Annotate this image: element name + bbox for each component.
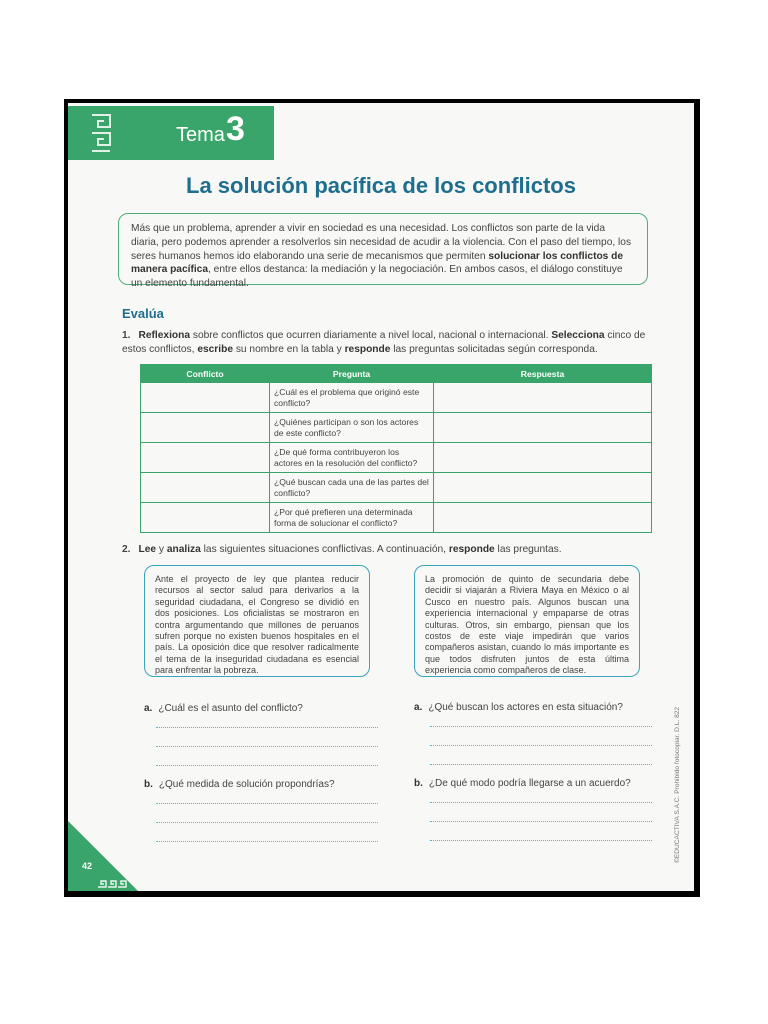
q1-verb-reflexiona: Reflexiona xyxy=(138,330,191,341)
q1-verb-escribe: escribe xyxy=(197,344,233,355)
greek-key-ornament-icon xyxy=(90,113,114,153)
intro-bold-text: solucionar los conflictos de manera pacífica xyxy=(131,250,624,276)
sub-question-left-a xyxy=(144,703,303,714)
conflict-cell[interactable] xyxy=(141,413,270,443)
answer-line[interactable] xyxy=(156,803,378,804)
answer-line[interactable] xyxy=(430,764,652,765)
q1-verb-responde: responde xyxy=(344,344,391,355)
tema-number: 3 xyxy=(226,110,245,148)
conflict-table xyxy=(140,364,652,533)
answer-line[interactable] xyxy=(430,726,652,727)
answer-line[interactable] xyxy=(156,822,378,823)
sub-question-letter: a. xyxy=(414,702,423,713)
table-header-row xyxy=(141,365,652,383)
sub-question-text: ¿Qué medida de solución propondrías? xyxy=(158,779,335,790)
question-1 xyxy=(122,329,662,357)
table-row xyxy=(141,473,652,503)
page-title: La solución pacífica de los conflictos xyxy=(186,173,576,198)
answer-cell[interactable] xyxy=(434,503,652,533)
answer-cell[interactable] xyxy=(434,473,652,503)
question-2 xyxy=(122,544,662,555)
header-respuesta: Respuesta xyxy=(434,365,652,383)
sub-question-text: ¿Cuál es el asunto del conflicto? xyxy=(158,703,303,714)
table-row xyxy=(141,413,652,443)
q2-text: las preguntas. xyxy=(494,544,562,555)
q1-text: sobre conflictos que ocurren diariamente a nivel local, nacional o internacional. xyxy=(190,330,552,341)
intro-box xyxy=(118,213,648,290)
q2-verb-analiza: analiza xyxy=(166,544,201,555)
intro-text: Más que un problema, aprender a vivir en sociedad es una necesidad. Los conflictos son parte de la vida diaria, pero podemos aprender a resolverlos sin necesidad de acudir a la violencia. Con el paso del tiempo, los seres humanos hemos ido elaborando una serie de mecanismos que permiten xyxy=(131,223,632,262)
evalua-heading: Evalúa xyxy=(122,306,164,321)
case-box-health-security: Ante el proyecto de ley que plantea reducir recursos al sector salud para derivarlos a la seguridad ciudadana, el Congreso se dividió en dos posiciones. Los oficialistas se mostraron en contra argumentando que millones de peruanos sufren porque no existen buenos hospitales en el país. La oposición dice que resolver radicalmente el tema de la inseguridad ciudadana es esencial para enfrentar la pobreza. xyxy=(144,565,370,677)
header-pregunta: Pregunta xyxy=(270,365,434,383)
sub-question-right-a xyxy=(414,702,623,713)
copyright-notice: ©EDUCACTIVA S.A.C. Prohibido fotocopiar. D.L. 822 xyxy=(674,706,681,863)
answer-line[interactable] xyxy=(430,745,652,746)
answer-cell[interactable] xyxy=(434,383,652,413)
page-number: 42 xyxy=(82,861,93,871)
q1-text: cinco de estos conflictos, xyxy=(122,330,646,355)
q1-verb-selecciona: Selecciona xyxy=(551,330,605,341)
q2-text: las siguientes situaciones conflictivas. A continuación, xyxy=(200,544,449,555)
tema-label: Tema xyxy=(176,124,225,146)
answer-line[interactable] xyxy=(430,840,652,841)
workbook-page xyxy=(68,103,694,891)
tema-banner xyxy=(68,106,274,160)
page-frame xyxy=(64,99,700,897)
conflict-cell[interactable] xyxy=(141,383,270,413)
answer-cell[interactable] xyxy=(434,443,652,473)
answer-line[interactable] xyxy=(430,821,652,822)
question-1-number: 1. xyxy=(122,330,131,341)
q1-text: las preguntas solicitadas según corresponda. xyxy=(390,344,598,355)
sub-question-letter: b. xyxy=(144,779,153,790)
sub-question-left-b xyxy=(144,779,335,790)
q2-verb-responde: responde xyxy=(448,544,495,555)
table-row xyxy=(141,443,652,473)
table-row xyxy=(141,503,652,533)
question-cell: ¿Cuál es el problema que originó este conflicto? xyxy=(270,383,434,413)
answer-line[interactable] xyxy=(156,841,378,842)
q2-text: y xyxy=(156,544,167,555)
answer-cell[interactable] xyxy=(434,413,652,443)
conflict-cell[interactable] xyxy=(141,473,270,503)
header-conflicto: Conflicto xyxy=(141,365,270,383)
page-corner-ornament-icon xyxy=(68,821,138,891)
answer-line[interactable] xyxy=(430,802,652,803)
sub-question-letter: a. xyxy=(144,703,153,714)
sub-question-text: ¿Qué buscan los actores en esta situación? xyxy=(428,702,623,713)
sub-question-text: ¿De qué modo podría llegarse a un acuerdo? xyxy=(428,778,631,789)
question-cell: ¿Por qué prefieren una determinada forma de solucionar el conflicto? xyxy=(270,503,434,533)
conflict-cell[interactable] xyxy=(141,443,270,473)
intro-text-end: , entre ellos destanca: la mediación y la negociación. En ambos casos, el diálogo constituye un elemento fundamental. xyxy=(131,264,623,290)
answer-line[interactable] xyxy=(156,746,378,747)
sub-question-letter: b. xyxy=(414,778,423,789)
sub-question-right-b xyxy=(414,778,631,789)
answer-line[interactable] xyxy=(156,765,378,766)
q1-text: su nombre en la tabla y xyxy=(233,344,345,355)
question-cell: ¿Quiénes participan o son los actores de este conflicto? xyxy=(270,413,434,443)
question-cell: ¿De qué forma contribuyeron los actores en la resolución del conflicto? xyxy=(270,443,434,473)
question-cell: ¿Qué buscan cada una de las partes del conflicto? xyxy=(270,473,434,503)
table-row xyxy=(141,383,652,413)
question-2-number: 2. xyxy=(122,544,131,555)
conflict-cell[interactable] xyxy=(141,503,270,533)
case-box-school-trip: La promoción de quinto de secundaria debe decidir si viajarán a Riviera Maya en México o al Cusco en nuestro país. Algunos buscan una experiencia internacional y empaparse de otras culturas. Otros, sin embargo, piensan que los costos de este viaje impedirán que varios compañeros asistan, cuando lo más importante es que todos disfruten juntos de esta última experiencia como compañeros de clase. xyxy=(414,565,640,677)
q2-verb-lee: Lee xyxy=(138,544,157,555)
answer-line[interactable] xyxy=(156,727,378,728)
